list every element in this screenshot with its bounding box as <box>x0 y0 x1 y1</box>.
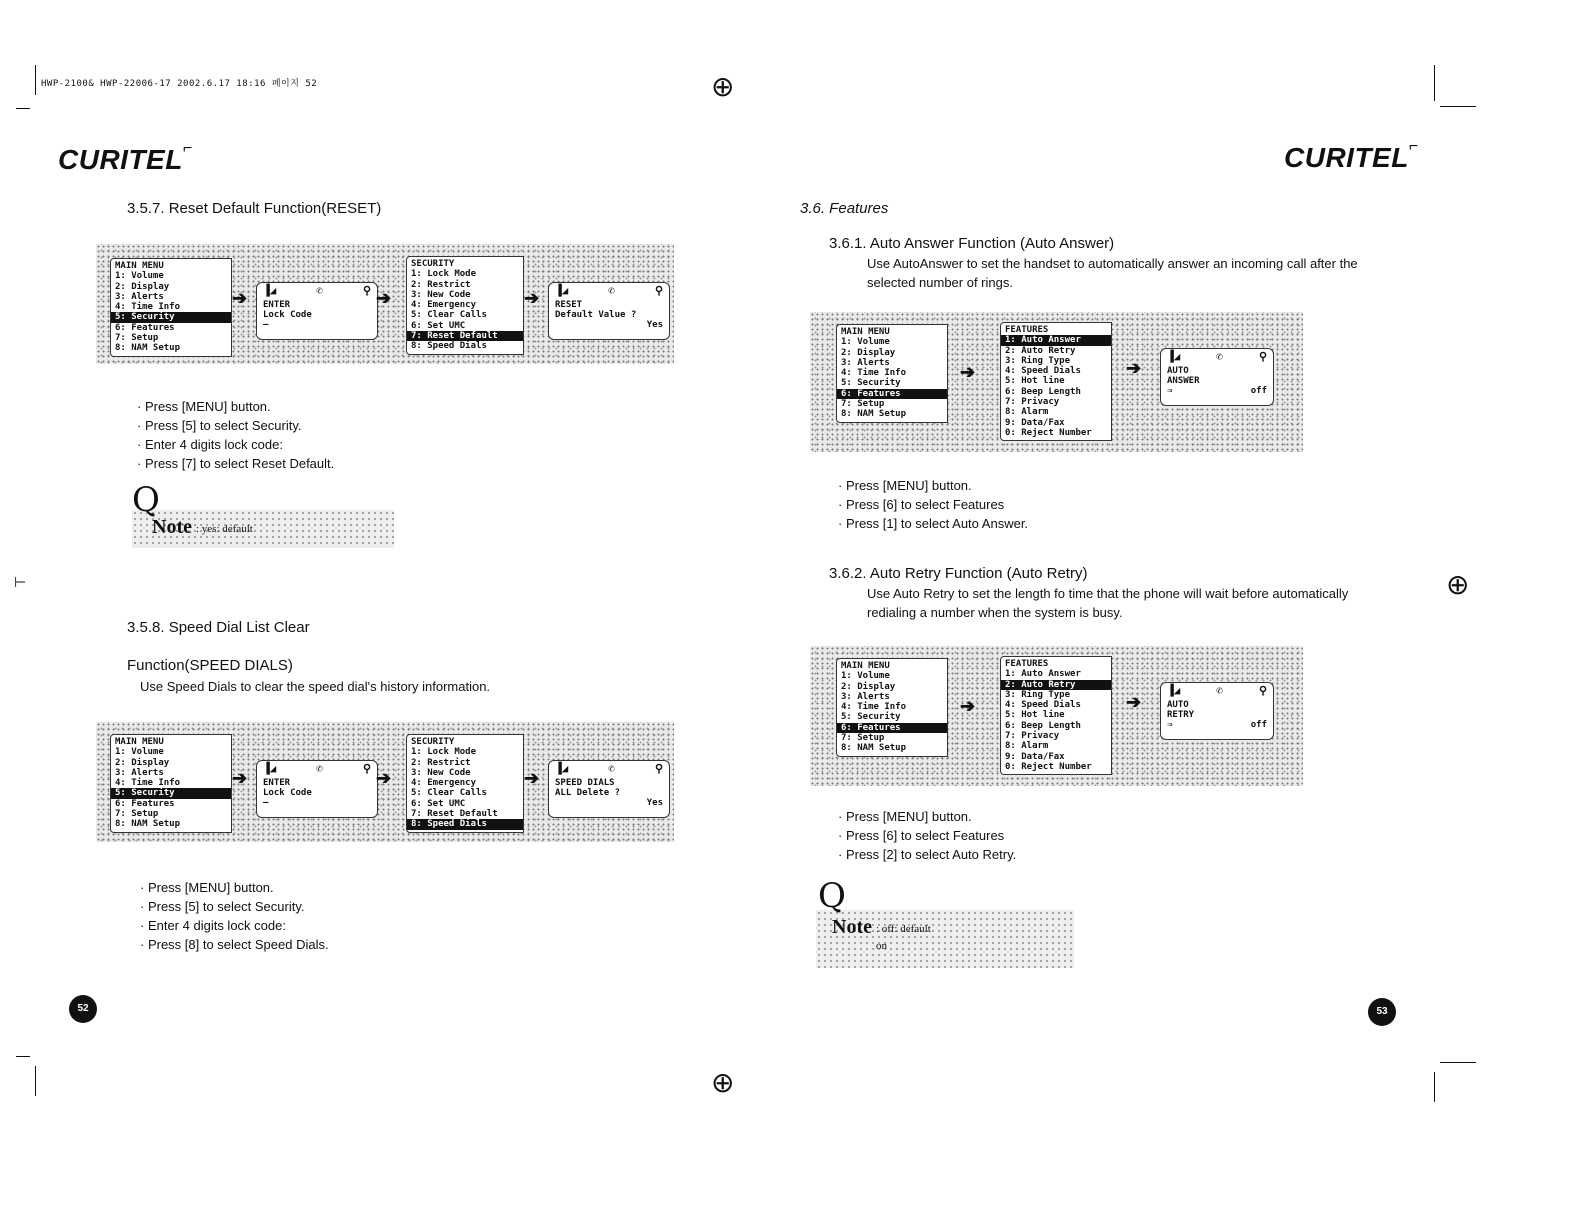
note-text: : off: default <box>876 923 931 935</box>
instruction: · Press [6] to select Features <box>838 828 1005 843</box>
menu-title: SECURITY <box>411 259 455 269</box>
arrow-icon: ➔ <box>1126 692 1142 712</box>
desc-line: Use Auto Retry to set the length fo time that the phone will wait before automatically <box>867 586 1349 601</box>
menu-item: 3: Alerts <box>115 767 164 778</box>
note-label: Note <box>832 916 872 938</box>
page-number: 53 <box>1368 998 1396 1026</box>
phone-icon: ✆ <box>1216 684 1223 697</box>
security-menu <box>406 256 524 355</box>
screen-line: ALL Delete ? <box>555 788 621 798</box>
section-title-358: 3.5.8. Speed Dial List Clear <box>127 619 310 636</box>
instruction: · Press [8] to select Speed Dials. <box>140 937 329 952</box>
menu-item: 1: Lock Mode <box>411 269 477 280</box>
menu-item: 3: Ring Type <box>1005 355 1071 366</box>
menu-item: 2: Restrict <box>411 757 471 768</box>
signal-icon: ▐◢ <box>555 762 569 775</box>
logo-mark: ⌐ <box>182 140 193 157</box>
crop-mark <box>1440 1062 1476 1063</box>
menu-item-selected: 1: Auto Answer <box>1001 335 1111 345</box>
menu-item-selected: 6: Features <box>837 723 947 733</box>
search-icon: ⚲ <box>1258 684 1267 697</box>
instructions-362 <box>838 807 1016 864</box>
registration-mark-bottom: ⊕ <box>711 1067 735 1098</box>
phone-screen-enter-code <box>256 760 378 818</box>
note-text: on <box>876 940 887 952</box>
search-icon: ⚲ <box>362 762 371 775</box>
menu-item: 5: Hot line <box>1005 710 1065 721</box>
section-desc-362 <box>867 584 1348 622</box>
instruction: · Press [5] to select Security. <box>137 418 302 433</box>
instruction: · Enter 4 digits lock code: <box>140 918 286 933</box>
screen-value: Yes <box>646 798 663 808</box>
crop-mark <box>1434 65 1435 101</box>
arrow-icon: ➔ <box>232 288 248 308</box>
menu-item: 2: Display <box>841 681 896 692</box>
menu-item-selected: 6: Features <box>837 389 947 399</box>
page-number: 52 <box>69 995 97 1023</box>
menu-item: 5: Clear Calls <box>411 788 487 799</box>
search-icon: ⚲ <box>1258 350 1267 363</box>
menu-item: 8: NAM Setup <box>841 743 907 754</box>
menu-item: 2: Display <box>115 281 170 292</box>
menu-item: 7: Setup <box>841 399 885 410</box>
brand-logo-left <box>58 140 193 176</box>
phone-icon: ✆ <box>608 762 615 775</box>
instruction: · Press [1] to select Auto Answer. <box>838 516 1029 531</box>
registration-mark-left: ⊢ <box>14 574 27 590</box>
menu-title: MAIN MENU <box>841 327 890 337</box>
menu-item: 5: Hot line <box>1005 376 1065 387</box>
logo-text: CURITEL <box>1284 142 1409 173</box>
instruction: · Enter 4 digits lock code: <box>137 437 283 452</box>
section-subtitle-358: Function(SPEED DIALS) <box>127 657 293 674</box>
menu-item: 3: Ring Type <box>1005 689 1071 700</box>
diagram-auto-answer <box>810 312 1303 452</box>
menu-item: 8: Speed Dials <box>411 341 487 352</box>
phone-icon: ✆ <box>1216 350 1223 363</box>
screen-line: — <box>263 320 269 330</box>
security-menu <box>406 734 524 833</box>
menu-title: MAIN MENU <box>841 661 890 671</box>
screen-line: ENTER <box>263 300 291 310</box>
arrow-icon: ➔ <box>376 768 392 788</box>
main-menu <box>836 324 948 423</box>
desc-line: Use AutoAnswer to set the handset to automatically answer an incoming call after the <box>867 256 1358 271</box>
menu-item: 3: Alerts <box>841 691 890 702</box>
arrow-icon: ➔ <box>524 768 540 788</box>
brand-logo-right <box>1284 138 1419 174</box>
crop-mark <box>16 108 30 109</box>
signal-icon: ▐◢ <box>263 284 277 297</box>
menu-item: 3: New Code <box>411 767 471 778</box>
instruction: · Press [MENU] button. <box>137 399 271 414</box>
main-menu <box>836 658 948 757</box>
menu-item: 4: Time Info <box>841 368 907 379</box>
main-menu <box>110 734 232 833</box>
crop-mark <box>35 65 36 95</box>
instruction: · Press [MENU] button. <box>140 880 274 895</box>
menu-item: 3: New Code <box>411 289 471 300</box>
menu-item: 7: Privacy <box>1005 731 1060 742</box>
instructions-361 <box>838 476 1028 533</box>
menu-item: 2: Auto Retry <box>1005 345 1076 356</box>
signal-icon: ▐◢ <box>555 284 569 297</box>
menu-item: 4: Time Info <box>841 702 907 713</box>
diagram-speed-dials <box>96 722 674 842</box>
menu-item: 0: Reject Number <box>1005 427 1092 438</box>
menu-item: 7: Setup <box>115 809 159 820</box>
section-title-357: 3.5.7. Reset Default Function(RESET) <box>127 200 382 217</box>
menu-item: 8: Alarm <box>1005 407 1049 418</box>
menu-item: 6: Set UMC <box>411 798 466 809</box>
screen-line: ANSWER <box>1167 376 1200 386</box>
arrow-icon: ➔ <box>232 768 248 788</box>
menu-item: 2: Display <box>841 347 896 358</box>
phone-icon: ✆ <box>608 284 615 297</box>
phone-icon: ✆ <box>316 762 323 775</box>
menu-item: 9: Data/Fax <box>1005 751 1065 762</box>
signal-icon: ▐◢ <box>263 762 277 775</box>
instruction: · Press [5] to select Security. <box>140 899 305 914</box>
arrow-icon: ➔ <box>524 288 540 308</box>
features-menu <box>1000 656 1112 775</box>
phone-screen-auto-retry <box>1160 682 1274 740</box>
screen-line: ENTER <box>263 778 291 788</box>
menu-title: MAIN MENU <box>115 737 164 747</box>
section-title-36: 3.6. Features <box>800 200 889 217</box>
screen-line: Lock Code <box>263 788 312 798</box>
menu-item: 4: Speed Dials <box>1005 366 1081 377</box>
logo-text: CURITEL <box>58 144 183 175</box>
menu-item: 0: Reject Number <box>1005 761 1092 772</box>
menu-item-selected: 8: Speed Dials <box>407 819 523 829</box>
instruction: · Press [MENU] button. <box>838 478 972 493</box>
menu-item: 6: Beep Length <box>1005 386 1081 397</box>
instruction: · Press [6] to select Features <box>838 497 1005 512</box>
note-label: Note <box>152 516 192 538</box>
crop-mark <box>1440 106 1476 107</box>
signal-icon: ▐◢ <box>1167 684 1181 697</box>
menu-item: 1: Auto Answer <box>1005 669 1081 680</box>
instructions-357 <box>137 397 334 473</box>
signal-icon: ▐◢ <box>1167 350 1181 363</box>
menu-item: 4: Speed Dials <box>1005 700 1081 711</box>
instruction: · Press [2] to select Auto Retry. <box>838 847 1017 862</box>
screen-line: RETRY <box>1167 710 1195 720</box>
magnifier-icon: Q <box>818 876 846 916</box>
menu-item: 4: Emergency <box>411 778 477 789</box>
print-info: HWP-2100& HWP-22006-17 2002.6.17 18:16 페이지 52 <box>41 79 318 89</box>
menu-item: 8: NAM Setup <box>115 343 181 354</box>
menu-item: 8: NAM Setup <box>841 409 907 420</box>
logo-mark: ⌐ <box>1408 138 1419 155</box>
section-title-361: 3.6.1. Auto Answer Function (Auto Answer) <box>829 235 1115 252</box>
screen-line: ⇒ <box>1167 386 1173 396</box>
menu-item: 9: Data/Fax <box>1005 417 1065 428</box>
magnifier-icon: Q <box>132 480 160 520</box>
menu-item: 1: Volume <box>841 337 890 348</box>
search-icon: ⚲ <box>654 284 663 297</box>
crop-mark <box>35 1066 36 1096</box>
menu-item: 4: Time Info <box>115 778 181 789</box>
menu-title: FEATURES <box>1005 325 1049 335</box>
menu-item: 6: Set UMC <box>411 320 466 331</box>
screen-line: SPEED DIALS <box>555 778 615 788</box>
menu-item: 4: Emergency <box>411 300 477 311</box>
registration-mark-top: ⊕ <box>711 71 735 102</box>
menu-item: 2: Restrict <box>411 279 471 290</box>
diagram-auto-retry <box>810 646 1303 786</box>
registration-mark-right: ⊕ <box>1446 569 1470 600</box>
crop-mark <box>1434 1072 1435 1102</box>
crop-mark <box>16 1056 30 1057</box>
menu-item-selected: 5: Security <box>111 312 231 322</box>
note-box <box>816 876 1074 968</box>
search-icon: ⚲ <box>362 284 371 297</box>
menu-item: 4: Time Info <box>115 302 181 313</box>
phone-screen-reset <box>548 282 670 340</box>
menu-item-selected: 5: Security <box>111 788 231 798</box>
features-menu <box>1000 322 1112 441</box>
menu-item: 1: Volume <box>115 747 164 758</box>
instruction: · Press [7] to select Reset Default. <box>137 456 335 471</box>
desc-line: redialing a number when the system is busy. <box>867 605 1123 620</box>
menu-item: 5: Clear Calls <box>411 310 487 321</box>
section-desc-361 <box>867 254 1358 292</box>
menu-title: MAIN MENU <box>115 261 164 271</box>
main-menu <box>110 258 232 357</box>
diagram-reset <box>96 244 674 364</box>
menu-item: 5: Security <box>841 378 901 389</box>
screen-value: off <box>1250 386 1267 396</box>
menu-item: 1: Volume <box>115 271 164 282</box>
arrow-icon: ➔ <box>960 696 976 716</box>
section-desc-358: Use Speed Dials to clear the speed dial's history information. <box>140 679 491 694</box>
screen-value: Yes <box>646 320 663 330</box>
section-title-362: 3.6.2. Auto Retry Function (Auto Retry) <box>829 565 1088 582</box>
menu-item: 3: Alerts <box>115 291 164 302</box>
desc-line: selected number of rings. <box>867 275 1013 290</box>
screen-value: off <box>1250 720 1267 730</box>
phone-screen-speed-dials <box>548 760 670 818</box>
phone-icon: ✆ <box>316 284 323 297</box>
instruction: · Press [MENU] button. <box>838 809 972 824</box>
menu-item-selected: 2: Auto Retry <box>1001 680 1111 690</box>
search-icon: ⚲ <box>654 762 663 775</box>
menu-item: 1: Lock Mode <box>411 747 477 758</box>
arrow-icon: ➔ <box>960 362 976 382</box>
screen-line: AUTO <box>1167 700 1189 710</box>
menu-title: SECURITY <box>411 737 455 747</box>
menu-item: 6: Features <box>115 798 175 809</box>
phone-screen-auto-answer <box>1160 348 1274 406</box>
menu-item: 3: Alerts <box>841 357 890 368</box>
menu-item: 7: Privacy <box>1005 397 1060 408</box>
screen-line: — <box>263 798 269 808</box>
arrow-icon: ➔ <box>1126 358 1142 378</box>
menu-item-selected: 7: Reset Default <box>407 331 523 341</box>
menu-item: 7: Reset Default <box>411 809 498 820</box>
screen-line: RESET <box>555 300 583 310</box>
menu-item: 5: Security <box>841 712 901 723</box>
menu-item: 8: Alarm <box>1005 741 1049 752</box>
menu-item: 7: Setup <box>841 733 885 744</box>
menu-item: 8: NAM Setup <box>115 819 181 830</box>
menu-item: 7: Setup <box>115 333 159 344</box>
menu-item: 6: Features <box>115 322 175 333</box>
menu-item: 2: Display <box>115 757 170 768</box>
instructions-358 <box>140 878 329 954</box>
screen-line: Default Value ? <box>555 310 637 320</box>
menu-item: 6: Beep Length <box>1005 720 1081 731</box>
menu-title: FEATURES <box>1005 659 1049 669</box>
arrow-icon: ➔ <box>376 288 392 308</box>
menu-item: 1: Volume <box>841 671 890 682</box>
screen-line: Lock Code <box>263 310 312 320</box>
note-text: : yes: default <box>196 523 253 535</box>
screen-line: AUTO <box>1167 366 1189 376</box>
phone-screen-enter-code <box>256 282 378 340</box>
note-box <box>132 480 394 548</box>
screen-line: ⇒ <box>1167 720 1173 730</box>
